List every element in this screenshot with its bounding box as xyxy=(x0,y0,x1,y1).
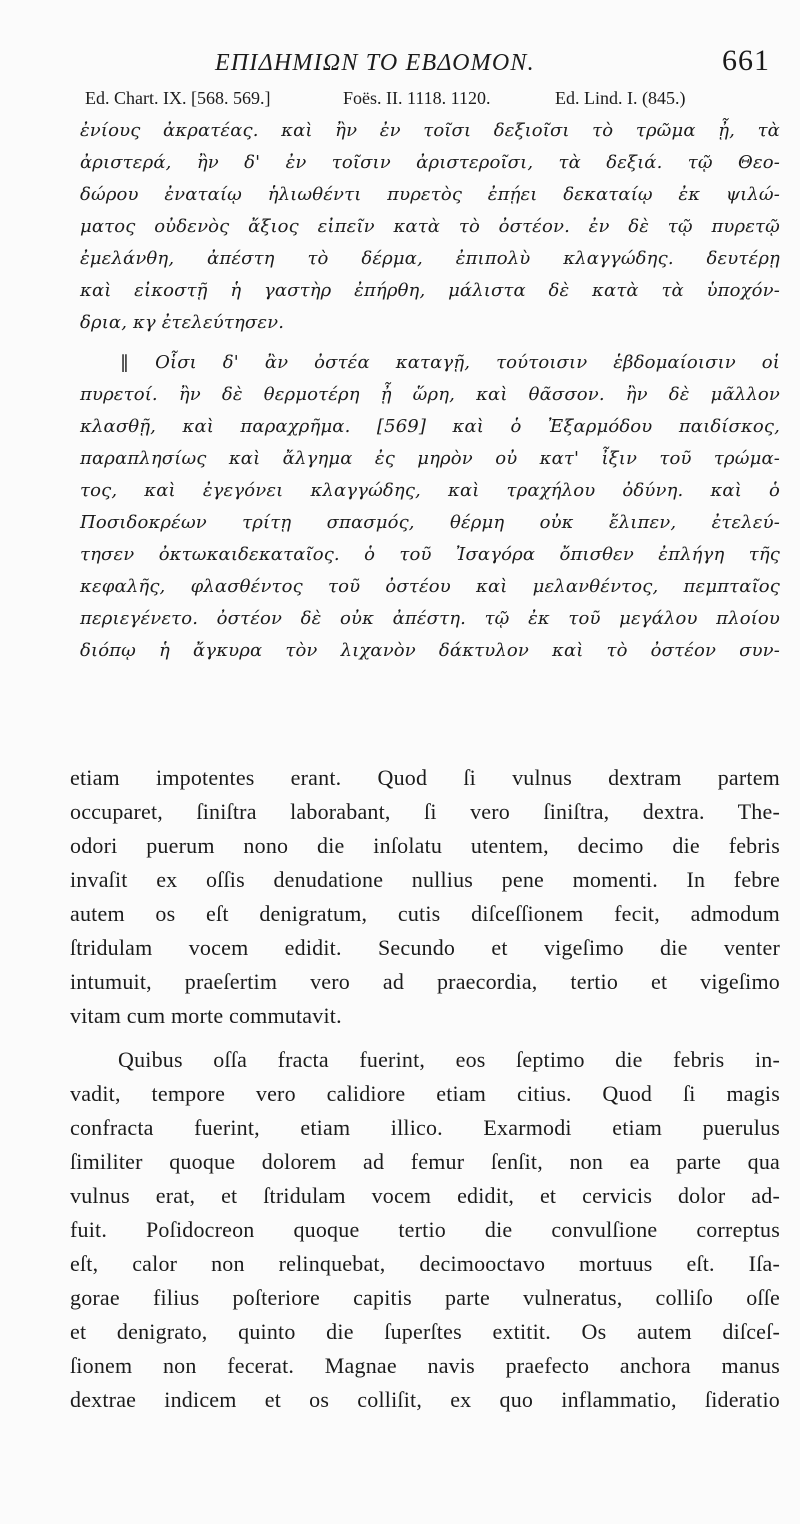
latin-line: gorae filius poſteriore capitis parte vulneratus, colliſo oſſe xyxy=(70,1285,780,1310)
greek-line: τησεν ὀκτωκαιδεκαταῖος. ὁ τοῦ Ἰσαγόρα ὄπισθεν ἐπλήγη τῆς xyxy=(80,544,780,565)
greek-line: κεφαλῆς, φλασθέντος τοῦ ὀστέου καὶ μελανθέντος, πεμπταῖος xyxy=(80,576,780,597)
latin-line: Quibus oſſa fracta fuerint, eos ſeptimo die febris in- xyxy=(118,1047,780,1072)
greek-line: διόπῳ ἡ ἄγκυρα τὸν λιχανὸν δάκτυλον καὶ τὸ ὀστέον συν- xyxy=(80,640,780,661)
greek-line: πυρετοί. ἢν δὲ θερμοτέρη ᾖ ὥρη, καὶ θᾶσσον. ἢν δὲ μᾶλλον xyxy=(80,384,780,405)
latin-line: confracta fuerint, etiam illico. Exarmodi etiam puerulus xyxy=(70,1115,780,1140)
running-head xyxy=(80,44,770,84)
greek-line: περιεγένετο. ὀστέον δὲ οὐκ ἀπέστη. τῷ ἐκ τοῦ μεγάλου πλοίου xyxy=(80,608,780,629)
greek-line: παραπλησίως καὶ ἄλγημα ἐς μηρὸν οὐ κατ' ἶξιν τοῦ τρώμα- xyxy=(80,448,780,469)
latin-line: etiam impotentes erant. Quod ſi vulnus dextram partem xyxy=(70,765,780,790)
greek-line: ‖ Οἷσι δ' ἂν ὀστέα καταγῇ, τούτοισιν ἑβδομαίοισιν οἱ xyxy=(120,352,780,373)
latin-line: ſtridulam vocem edidit. Secundo et vigeſimo die venter xyxy=(70,935,780,960)
running-title: ΕΠΙΔΗΜΙΩΝ ΤΟ ΕΒΔΟΜΟΝ. xyxy=(215,50,535,76)
latin-line: vitam cum morte commutavit. xyxy=(70,1003,342,1028)
greek-line: δώρου ἐναταίῳ ἡλιωθέντι πυρετὸς ἐπῄει δεκαταίῳ ἐκ ψιλώ- xyxy=(80,184,780,205)
latin-line: ſionem non fecerat. Magnae navis praefecto anchora manus xyxy=(70,1353,780,1378)
greek-line: ἐνίους ἀκρατέας. καὶ ἢν ἐν τοῖσι δεξιοῖσι τὸ τρῶμα ᾖ, τὰ xyxy=(80,120,780,141)
greek-line: ἀριστερά, ἢν δ' ἐν τοῖσιν ἀριστεροῖσι, τὰ δεξιά. τῷ Θεο- xyxy=(80,152,780,173)
latin-line: vulnus erat, et ſtridulam vocem edidit, et cervicis dolor ad- xyxy=(70,1183,780,1208)
page-number: 661 xyxy=(722,44,770,77)
latin-line: fuit. Poſidocreon quoque tertio die convulſione correptus xyxy=(70,1217,780,1242)
ref-foes: Foës. II. 1118. 1120. xyxy=(343,88,491,108)
latin-line: autem os eſt denigratum, cutis diſceſſionem fecit, admodum xyxy=(70,901,780,926)
latin-line: vadit, tempore vero calidiore etiam citius. Quod ſi magis xyxy=(70,1081,780,1106)
greek-line: τος, καὶ ἐγεγόνει κλαγγώδης, καὶ τραχήλου ὀδύνη. καὶ ὁ xyxy=(80,480,780,501)
latin-line: occuparet, ſiniſtra laborabant, ſi vero ſiniſtra, dextra. The- xyxy=(70,799,780,824)
ref-chartier: Ed. Chart. IX. [568. 569.] xyxy=(85,88,271,108)
latin-line: et denigrato, quinto die ſuperſtes extitit. Os autem diſceſ- xyxy=(70,1319,780,1344)
ref-linden: Ed. Lind. I. (845.) xyxy=(555,88,686,108)
latin-line: intumuit, praeſertim vero ad praecordia, tertio et vigeſimo xyxy=(70,969,780,994)
greek-line: κλασθῇ, καὶ παραχρῆμα. [569] καὶ ὁ Ἐξαρμόδου παιδίσκος, xyxy=(80,416,780,437)
latin-line: dextrae indicem et os colliſit, ex quo inflammatio, ſideratio xyxy=(70,1387,780,1412)
edition-references xyxy=(85,88,775,116)
greek-line: ἐμελάνθη, ἀπέστη τὸ δέρμα, ἐπιπολὺ κλαγγώδης. δευτέρῃ xyxy=(80,248,780,269)
greek-line: Ποσιδοκρέων τρίτῃ σπασμός, θέρμη οὐκ ἔλιπεν, ἐτελεύ- xyxy=(80,512,780,533)
greek-line: δρια, κγ ἐτελεύτησεν. xyxy=(80,312,285,333)
latin-line: invaſit ex oſſis denudatione nullius pene momenti. In febre xyxy=(70,867,780,892)
latin-line: odori puerum nono die inſolatu utentem, decimo die febris xyxy=(70,833,780,858)
latin-line: ſimiliter quoque dolorem ad femur ſenſit, non ea parte qua xyxy=(70,1149,780,1174)
greek-line: καὶ εἰκοστῇ ἡ γαστὴρ ἐπήρθη, μάλιστα δὲ κατὰ τὰ ὑποχόν- xyxy=(80,280,780,301)
latin-line: eſt, calor non relinquebat, decimooctavo mortuus eſt. Iſa- xyxy=(70,1251,780,1276)
greek-line: ματος οὐδενὸς ἄξιος εἰπεῖν κατὰ τὸ ὀστέον. ἐν δὲ τῷ πυρετῷ xyxy=(80,216,780,237)
